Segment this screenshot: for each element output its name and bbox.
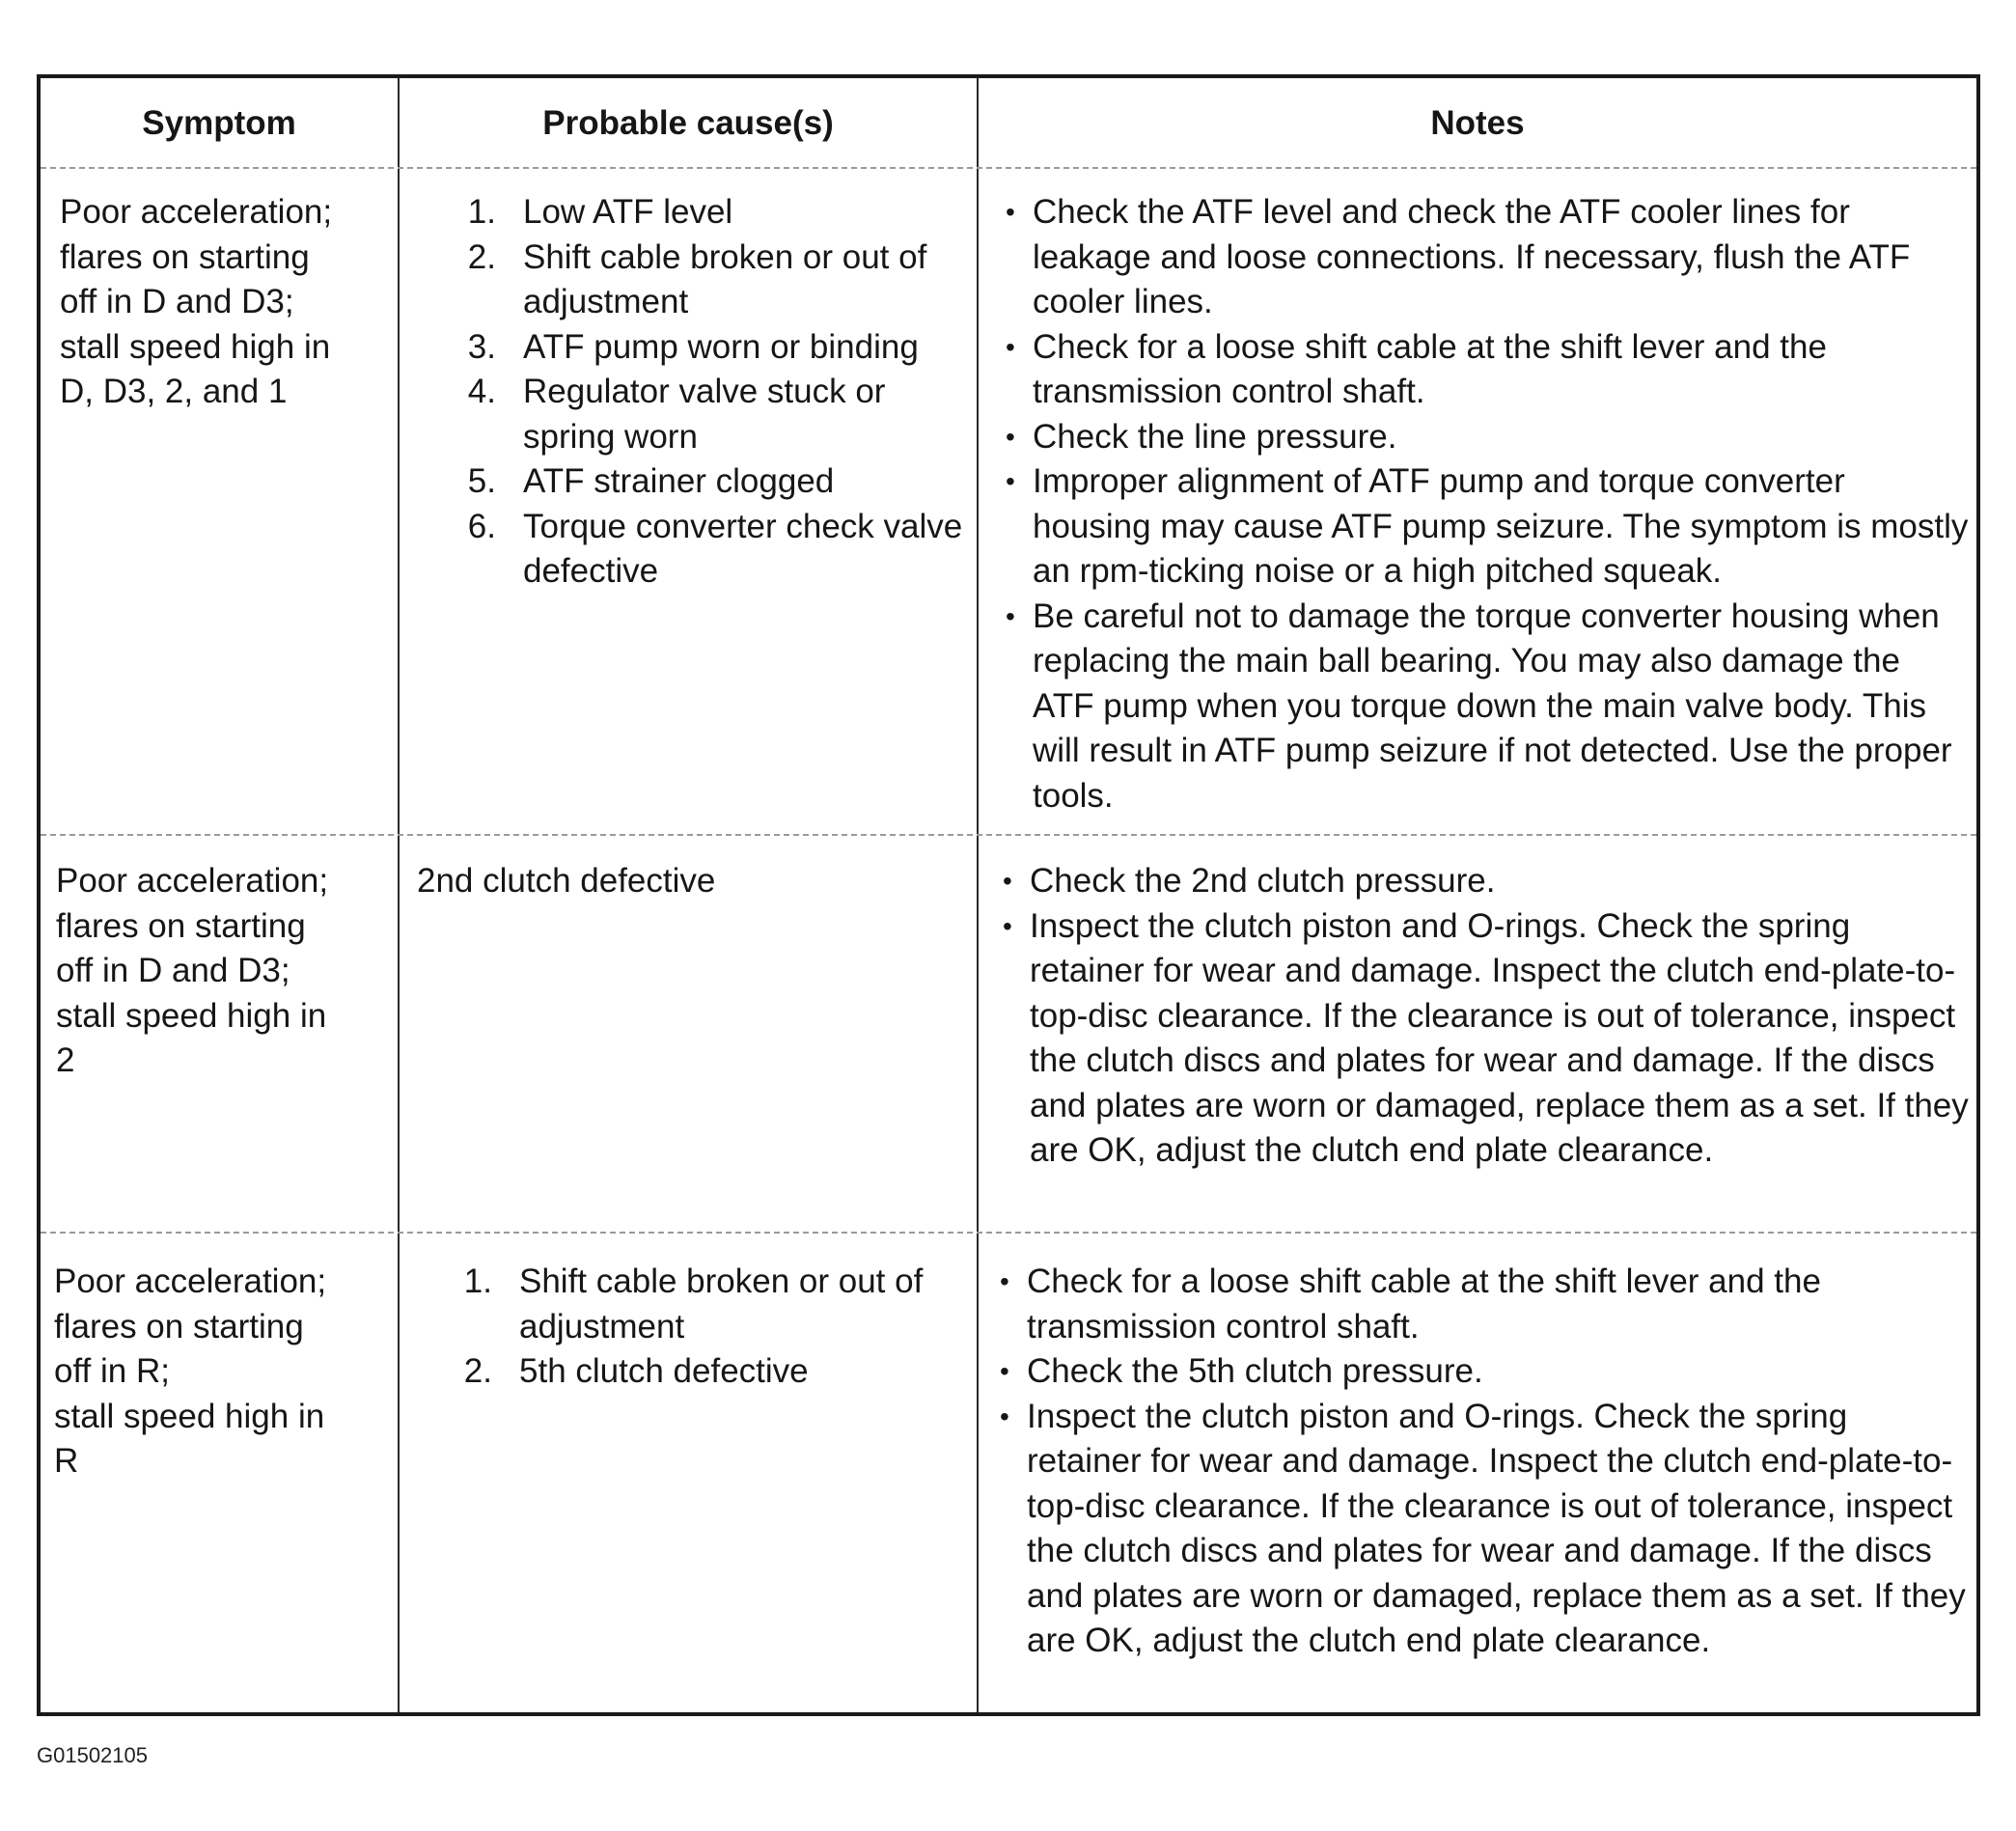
cause-item: 2. 5th clutch defective xyxy=(463,1352,809,1390)
row-divider-2 xyxy=(41,1232,1976,1234)
note-item: • Inspect the clutch piston and O-rings. Check the spring retainer for wear and damage. Inspect the clutch end-plate-to-top-disc clearance. If the clearance is out of tolerance, inspect the clutch discs and plates for wear and damage. If the discs and plates are worn or damaged, replace them as a set. If they are OK, adjust the clutch end plate clearance. xyxy=(998,1395,1969,1664)
cause-item: 3. ATF pump worn or binding xyxy=(467,327,919,366)
cause-item: 4. Regulator valve stuck or spring worn xyxy=(467,373,886,456)
row-1-notes xyxy=(1004,190,1969,818)
row-3-symptom: Poor acceleration; flares on starting off in R; stall speed high in R xyxy=(54,1262,327,1480)
cause-item: 1. Shift cable broken or out of adjustment xyxy=(463,1262,924,1346)
cause-item: 5. ATF strainer clogged xyxy=(467,462,835,500)
row-3-notes xyxy=(998,1260,1969,1664)
row-divider-1 xyxy=(41,834,1976,836)
header-probable-causes: Probable cause(s) xyxy=(542,104,834,142)
note-item: • Be careful not to damage the torque converter housing when replacing the main ball bearing. You may also damage the ATF pump when you torque down the main valve body. This will result in ATF pump seizure if not detected. Use the proper tools. xyxy=(1004,595,1969,819)
column-divider-1 xyxy=(398,78,400,1712)
note-item: • Check the 5th clutch pressure. xyxy=(998,1349,1969,1395)
note-item: • Inspect the clutch piston and O-rings. Check the spring retainer for wear and damage. Inspect the clutch end-plate-to-top-disc clearance. If the clearance is out of tolerance, inspect the clutch discs and plates for wear and damage. If the discs and plates are worn or damaged, replace them as a set. If they are OK, adjust the clutch end plate clearance. xyxy=(1001,904,1969,1174)
troubleshooting-table xyxy=(37,74,1980,1716)
row-2-symptom: Poor acceleration; flares on starting off in D and D3; stall speed high in 2 xyxy=(56,862,329,1079)
row-1-symptom: Poor acceleration; flares on starting off in D and D3; stall speed high in D, D3, 2, and 1 xyxy=(60,193,333,410)
row-2-notes xyxy=(1001,859,1969,1174)
cause-item: 6. Torque converter check valve defective xyxy=(467,507,963,590)
note-item: • Check the 2nd clutch pressure. xyxy=(1001,859,1969,904)
note-item: • Check the line pressure. xyxy=(1004,415,1969,460)
note-item: • Check for a loose shift cable at the shift lever and the transmission control shaft. xyxy=(998,1260,1969,1349)
note-item: • Check for a loose shift cable at the shift lever and the transmission control shaft. xyxy=(1004,325,1969,415)
row-2-cause: 2nd clutch defective xyxy=(417,862,716,900)
header-symptom: Symptom xyxy=(142,104,296,142)
header-row-divider xyxy=(41,167,1976,169)
note-item: • Improper alignment of ATF pump and torque converter housing may cause ATF pump seizure. The symptom is mostly an rpm-ticking noise or a high pitched squeak. xyxy=(1004,459,1969,595)
cause-item: 2. Shift cable broken or out of adjustment xyxy=(467,237,927,320)
header-notes: Notes xyxy=(1430,104,1525,142)
figure-code: G01502105 xyxy=(37,1743,148,1767)
column-divider-2 xyxy=(977,78,979,1712)
note-item: • Check the ATF level and check the ATF cooler lines for leakage and loose connections. If necessary, flush the ATF cooler lines. xyxy=(1004,190,1969,325)
row-3-causes xyxy=(454,1260,971,1395)
cause-item: 1. Low ATF level xyxy=(467,193,733,231)
row-1-causes xyxy=(457,190,971,595)
